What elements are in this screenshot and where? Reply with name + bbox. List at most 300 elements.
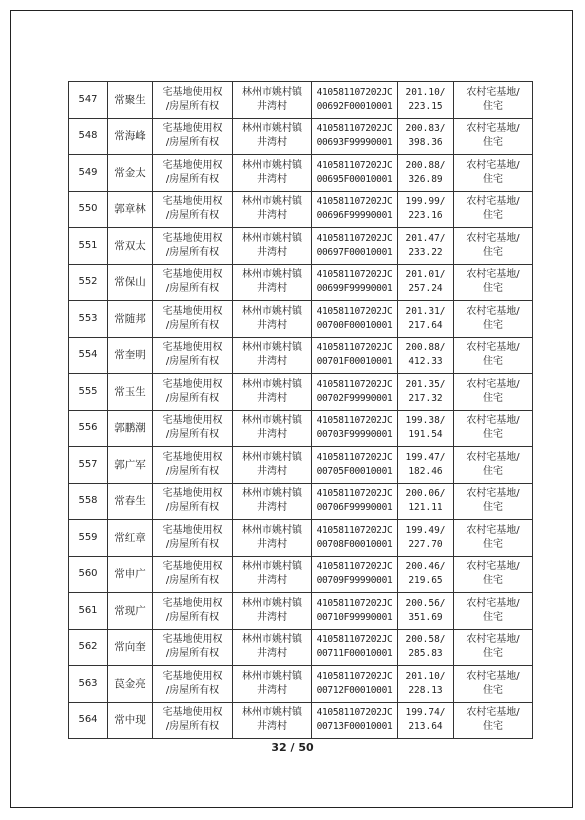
right-type-cell [153, 118, 233, 155]
location-cell [233, 483, 312, 520]
location-cell [233, 410, 312, 447]
area-cell [398, 155, 454, 192]
location-line: 林州市姚村镇 [242, 86, 302, 98]
usage-cell [454, 374, 533, 411]
usage-line: 农村宅基地/ [466, 305, 520, 317]
row-index-cell: 563 [69, 666, 108, 703]
row-index-cell: 557 [69, 447, 108, 484]
records-table [68, 81, 533, 739]
unit-code-line: 00695F00010001 [316, 173, 393, 185]
usage-line: 住宅 [483, 319, 503, 331]
row-index-cell: 548 [69, 118, 108, 155]
usage-line: 农村宅基地/ [466, 670, 520, 682]
unit-code-line: 00708F00010001 [316, 538, 393, 550]
right-type-line: 宅基地使用权 [162, 415, 223, 427]
usage-line: 农村宅基地/ [466, 86, 520, 98]
location-line: 林州市姚村镇 [242, 415, 302, 427]
unit-code-line: 00710F99990001 [316, 611, 393, 623]
right-type-line: /房屋所有权 [165, 721, 220, 733]
location-line: 林州市姚村镇 [242, 305, 302, 317]
area-line: 213.64 [408, 721, 443, 733]
right-type-line: 宅基地使用权 [162, 707, 223, 719]
usage-line: 住宅 [483, 648, 503, 660]
location-line: 林州市姚村镇 [242, 269, 302, 281]
usage-cell [454, 702, 533, 739]
area-cell [398, 191, 454, 228]
row-index-cell: 554 [69, 337, 108, 374]
right-type-line: /房屋所有权 [165, 319, 220, 331]
unit-code-line: 410581107202JC [316, 378, 393, 390]
area-cell [398, 483, 454, 520]
owner-name-cell: 常奎明 [108, 337, 153, 374]
location-cell [233, 556, 312, 593]
area-line: 219.65 [408, 575, 443, 587]
row-index-cell: 559 [69, 520, 108, 557]
owner-name-cell: 郭广军 [108, 447, 153, 484]
area-line: 199.38/ [405, 415, 446, 427]
right-type-cell [153, 593, 233, 630]
area-line: 199.47/ [405, 451, 446, 463]
area-line: 199.99/ [405, 196, 446, 208]
right-type-line: /房屋所有权 [165, 575, 220, 587]
unit-code-line: 00703F99990001 [316, 429, 393, 441]
unit-code-line: 00713F00010001 [316, 721, 393, 733]
unit-code-line: 410581107202JC [316, 561, 393, 573]
unit-code-line: 410581107202JC [316, 524, 393, 536]
area-line: 199.49/ [405, 524, 446, 536]
area-cell [398, 374, 454, 411]
area-cell [398, 118, 454, 155]
right-type-line: /房屋所有权 [165, 246, 220, 258]
row-index-cell: 555 [69, 374, 108, 411]
right-type-line: 宅基地使用权 [162, 524, 223, 536]
location-line: 井湾村 [257, 356, 287, 368]
location-line: 林州市姚村镇 [242, 342, 302, 354]
area-line: 200.06/ [405, 488, 446, 500]
right-type-cell [153, 374, 233, 411]
location-line: 林州市姚村镇 [242, 634, 302, 646]
right-type-line: 宅基地使用权 [162, 196, 223, 208]
owner-name-cell: 苠金亮 [108, 666, 153, 703]
unit-code-line: 410581107202JC [316, 123, 393, 135]
row-index-cell: 562 [69, 629, 108, 666]
owner-name-cell: 常保山 [108, 264, 153, 301]
usage-cell [454, 301, 533, 338]
area-cell [398, 337, 454, 374]
unit-code-line: 410581107202JC [316, 342, 393, 354]
area-cell [398, 447, 454, 484]
location-line: 井湾村 [257, 429, 287, 441]
right-type-line: /房屋所有权 [165, 465, 220, 477]
area-line: 233.22 [408, 246, 443, 258]
location-cell [233, 374, 312, 411]
unit-code-line: 410581107202JC [316, 488, 393, 500]
unit-code-line: 00705F00010001 [316, 465, 393, 477]
usage-line: 农村宅基地/ [466, 159, 520, 171]
unit-code-line: 410581107202JC [316, 707, 393, 719]
unit-code-line: 00693F99990001 [316, 137, 393, 149]
location-line: 井湾村 [257, 502, 287, 514]
usage-line: 住宅 [483, 502, 503, 514]
right-type-cell [153, 337, 233, 374]
table-row [69, 155, 533, 192]
page-number: 32 / 50 [271, 741, 314, 754]
location-cell [233, 337, 312, 374]
right-type-line: 宅基地使用权 [162, 269, 223, 281]
area-line: 201.47/ [405, 232, 446, 244]
row-index-cell: 564 [69, 702, 108, 739]
unit-code-line: 410581107202JC [316, 232, 393, 244]
usage-cell [454, 447, 533, 484]
usage-line: 住宅 [483, 356, 503, 368]
location-line: 林州市姚村镇 [242, 707, 302, 719]
area-line: 351.69 [408, 611, 443, 623]
usage-line: 农村宅基地/ [466, 378, 520, 390]
location-cell [233, 228, 312, 265]
area-line: 200.88/ [405, 159, 446, 171]
usage-cell [454, 228, 533, 265]
area-line: 201.31/ [405, 305, 446, 317]
area-line: 121.11 [408, 502, 443, 514]
area-line: 228.13 [408, 684, 443, 696]
area-line: 182.46 [408, 465, 443, 477]
area-line: 200.56/ [405, 597, 446, 609]
row-index-cell: 552 [69, 264, 108, 301]
right-type-line: 宅基地使用权 [162, 123, 223, 135]
unit-code-line: 410581107202JC [316, 634, 393, 646]
area-line: 201.01/ [405, 269, 446, 281]
location-line: 井湾村 [257, 684, 287, 696]
unit-code-line: 00712F00010001 [316, 684, 393, 696]
area-line: 191.54 [408, 429, 443, 441]
right-type-line: /房屋所有权 [165, 502, 220, 514]
row-index-cell: 561 [69, 593, 108, 630]
right-type-line: 宅基地使用权 [162, 378, 223, 390]
right-type-line: 宅基地使用权 [162, 232, 223, 244]
table-row [69, 666, 533, 703]
right-type-cell [153, 228, 233, 265]
right-type-line: /房屋所有权 [165, 173, 220, 185]
area-line: 201.10/ [405, 670, 446, 682]
usage-cell [454, 410, 533, 447]
usage-line: 住宅 [483, 392, 503, 404]
location-cell [233, 82, 312, 119]
location-cell [233, 301, 312, 338]
unit-code-cell [312, 410, 398, 447]
unit-code-line: 410581107202JC [316, 451, 393, 463]
area-line: 201.35/ [405, 378, 446, 390]
right-type-line: /房屋所有权 [165, 283, 220, 295]
unit-code-cell [312, 483, 398, 520]
unit-code-line: 00711F00010001 [316, 648, 393, 660]
usage-line: 住宅 [483, 575, 503, 587]
records-body [69, 82, 533, 739]
usage-line: 农村宅基地/ [466, 597, 520, 609]
unit-code-cell [312, 337, 398, 374]
location-line: 林州市姚村镇 [242, 488, 302, 500]
owner-name-cell: 常中现 [108, 702, 153, 739]
row-index-cell: 556 [69, 410, 108, 447]
row-index-cell: 549 [69, 155, 108, 192]
area-cell [398, 410, 454, 447]
usage-line: 农村宅基地/ [466, 415, 520, 427]
table-row [69, 483, 533, 520]
right-type-line: 宅基地使用权 [162, 451, 223, 463]
table-row [69, 301, 533, 338]
usage-line: 农村宅基地/ [466, 561, 520, 573]
location-line: 井湾村 [257, 246, 287, 258]
usage-cell [454, 520, 533, 557]
unit-code-line: 410581107202JC [316, 670, 393, 682]
unit-code-line: 00699F99990001 [316, 283, 393, 295]
usage-cell [454, 666, 533, 703]
area-line: 201.10/ [405, 86, 446, 98]
unit-code-cell [312, 155, 398, 192]
row-index-cell: 560 [69, 556, 108, 593]
right-type-line: /房屋所有权 [165, 356, 220, 368]
owner-name-cell: 常双太 [108, 228, 153, 265]
unit-code-cell [312, 118, 398, 155]
area-cell [398, 520, 454, 557]
location-line: 井湾村 [257, 575, 287, 587]
usage-line: 农村宅基地/ [466, 634, 520, 646]
unit-code-line: 00700F00010001 [316, 319, 393, 331]
area-line: 199.74/ [405, 707, 446, 719]
right-type-line: /房屋所有权 [165, 210, 220, 222]
row-index-cell: 553 [69, 301, 108, 338]
right-type-cell [153, 556, 233, 593]
usage-line: 住宅 [483, 283, 503, 295]
unit-code-line: 00692F00010001 [316, 100, 393, 112]
location-cell [233, 520, 312, 557]
location-line: 井湾村 [257, 210, 287, 222]
right-type-line: /房屋所有权 [165, 611, 220, 623]
unit-code-line: 410581107202JC [316, 597, 393, 609]
row-index-cell: 551 [69, 228, 108, 265]
usage-line: 住宅 [483, 465, 503, 477]
area-line: 200.46/ [405, 561, 446, 573]
location-cell [233, 629, 312, 666]
right-type-line: 宅基地使用权 [162, 342, 223, 354]
area-cell [398, 593, 454, 630]
usage-line: 住宅 [483, 100, 503, 112]
right-type-line: /房屋所有权 [165, 392, 220, 404]
right-type-line: /房屋所有权 [165, 538, 220, 550]
area-cell [398, 666, 454, 703]
area-cell [398, 228, 454, 265]
right-type-cell [153, 483, 233, 520]
table-row [69, 629, 533, 666]
area-line: 227.70 [408, 538, 443, 550]
unit-code-cell [312, 520, 398, 557]
location-line: 林州市姚村镇 [242, 378, 302, 390]
row-index-cell: 547 [69, 82, 108, 119]
usage-line: 住宅 [483, 538, 503, 550]
unit-code-cell [312, 447, 398, 484]
right-type-cell [153, 410, 233, 447]
area-cell [398, 556, 454, 593]
table-row [69, 702, 533, 739]
area-line: 257.24 [408, 283, 443, 295]
usage-line: 住宅 [483, 429, 503, 441]
area-cell [398, 82, 454, 119]
usage-cell [454, 191, 533, 228]
usage-cell [454, 483, 533, 520]
location-cell [233, 118, 312, 155]
location-cell [233, 702, 312, 739]
right-type-cell [153, 447, 233, 484]
area-line: 200.58/ [405, 634, 446, 646]
location-line: 井湾村 [257, 173, 287, 185]
usage-line: 住宅 [483, 246, 503, 258]
right-type-line: 宅基地使用权 [162, 670, 223, 682]
location-line: 林州市姚村镇 [242, 670, 302, 682]
unit-code-cell [312, 374, 398, 411]
location-cell [233, 191, 312, 228]
usage-line: 农村宅基地/ [466, 232, 520, 244]
area-line: 398.36 [408, 137, 443, 149]
location-line: 井湾村 [257, 648, 287, 660]
right-type-cell [153, 520, 233, 557]
usage-line: 住宅 [483, 173, 503, 185]
area-cell [398, 702, 454, 739]
usage-line: 住宅 [483, 684, 503, 696]
unit-code-line: 00706F99990001 [316, 502, 393, 514]
unit-code-cell [312, 264, 398, 301]
location-line: 井湾村 [257, 611, 287, 623]
unit-code-cell [312, 191, 398, 228]
location-cell [233, 155, 312, 192]
location-line: 林州市姚村镇 [242, 159, 302, 171]
area-cell [398, 301, 454, 338]
unit-code-line: 410581107202JC [316, 196, 393, 208]
right-type-line: 宅基地使用权 [162, 634, 223, 646]
row-index-cell: 558 [69, 483, 108, 520]
usage-line: 住宅 [483, 137, 503, 149]
unit-code-line: 00696F99990001 [316, 210, 393, 222]
right-type-line: /房屋所有权 [165, 137, 220, 149]
owner-name-cell: 常海峰 [108, 118, 153, 155]
table-row [69, 520, 533, 557]
unit-code-line: 00709F99990001 [316, 575, 393, 587]
location-line: 井湾村 [257, 721, 287, 733]
owner-name-cell: 常聚生 [108, 82, 153, 119]
right-type-line: /房屋所有权 [165, 100, 220, 112]
usage-line: 农村宅基地/ [466, 488, 520, 500]
area-line: 200.88/ [405, 342, 446, 354]
usage-line: 农村宅基地/ [466, 342, 520, 354]
usage-cell [454, 629, 533, 666]
area-line: 223.15 [408, 100, 443, 112]
right-type-line: /房屋所有权 [165, 648, 220, 660]
unit-code-line: 410581107202JC [316, 86, 393, 98]
location-line: 井湾村 [257, 465, 287, 477]
location-line: 林州市姚村镇 [242, 451, 302, 463]
usage-line: 住宅 [483, 210, 503, 222]
unit-code-line: 00697F00010001 [316, 246, 393, 258]
owner-name-cell: 郭章林 [108, 191, 153, 228]
right-type-cell [153, 191, 233, 228]
location-cell [233, 447, 312, 484]
owner-name-cell: 郭鹏潮 [108, 410, 153, 447]
right-type-line: /房屋所有权 [165, 429, 220, 441]
right-type-cell [153, 629, 233, 666]
unit-code-line: 410581107202JC [316, 305, 393, 317]
location-line: 井湾村 [257, 319, 287, 331]
location-cell [233, 666, 312, 703]
usage-line: 住宅 [483, 611, 503, 623]
unit-code-line: 00701F00010001 [316, 356, 393, 368]
right-type-line: 宅基地使用权 [162, 305, 223, 317]
table-row [69, 82, 533, 119]
area-line: 217.32 [408, 392, 443, 404]
unit-code-cell [312, 301, 398, 338]
unit-code-line: 410581107202JC [316, 159, 393, 171]
usage-line: 农村宅基地/ [466, 524, 520, 536]
area-cell [398, 264, 454, 301]
usage-line: 农村宅基地/ [466, 196, 520, 208]
location-line: 井湾村 [257, 283, 287, 295]
right-type-cell [153, 666, 233, 703]
unit-code-cell [312, 556, 398, 593]
usage-line: 农村宅基地/ [466, 451, 520, 463]
owner-name-cell: 常玉生 [108, 374, 153, 411]
usage-cell [454, 593, 533, 630]
table-row [69, 337, 533, 374]
right-type-line: /房屋所有权 [165, 684, 220, 696]
unit-code-cell [312, 82, 398, 119]
location-cell [233, 593, 312, 630]
right-type-cell [153, 82, 233, 119]
area-line: 285.83 [408, 648, 443, 660]
unit-code-cell [312, 629, 398, 666]
usage-cell [454, 155, 533, 192]
location-line: 林州市姚村镇 [242, 561, 302, 573]
usage-cell [454, 264, 533, 301]
right-type-cell [153, 264, 233, 301]
owner-name-cell: 常向奎 [108, 629, 153, 666]
location-line: 井湾村 [257, 100, 287, 112]
usage-line: 农村宅基地/ [466, 123, 520, 135]
table-row [69, 556, 533, 593]
right-type-line: 宅基地使用权 [162, 561, 223, 573]
table-row [69, 593, 533, 630]
usage-line: 农村宅基地/ [466, 707, 520, 719]
unit-code-cell [312, 702, 398, 739]
table-row [69, 191, 533, 228]
right-type-line: 宅基地使用权 [162, 159, 223, 171]
right-type-line: 宅基地使用权 [162, 488, 223, 500]
table-row [69, 118, 533, 155]
location-line: 林州市姚村镇 [242, 196, 302, 208]
usage-line: 农村宅基地/ [466, 269, 520, 281]
table-row [69, 410, 533, 447]
owner-name-cell: 常红章 [108, 520, 153, 557]
usage-cell [454, 82, 533, 119]
usage-cell [454, 118, 533, 155]
location-cell [233, 264, 312, 301]
location-line: 井湾村 [257, 392, 287, 404]
location-line: 井湾村 [257, 538, 287, 550]
unit-code-line: 00702F99990001 [316, 392, 393, 404]
unit-code-cell [312, 666, 398, 703]
right-type-cell [153, 702, 233, 739]
area-line: 326.89 [408, 173, 443, 185]
location-line: 林州市姚村镇 [242, 232, 302, 244]
owner-name-cell: 常现广 [108, 593, 153, 630]
unit-code-cell [312, 228, 398, 265]
row-index-cell: 550 [69, 191, 108, 228]
